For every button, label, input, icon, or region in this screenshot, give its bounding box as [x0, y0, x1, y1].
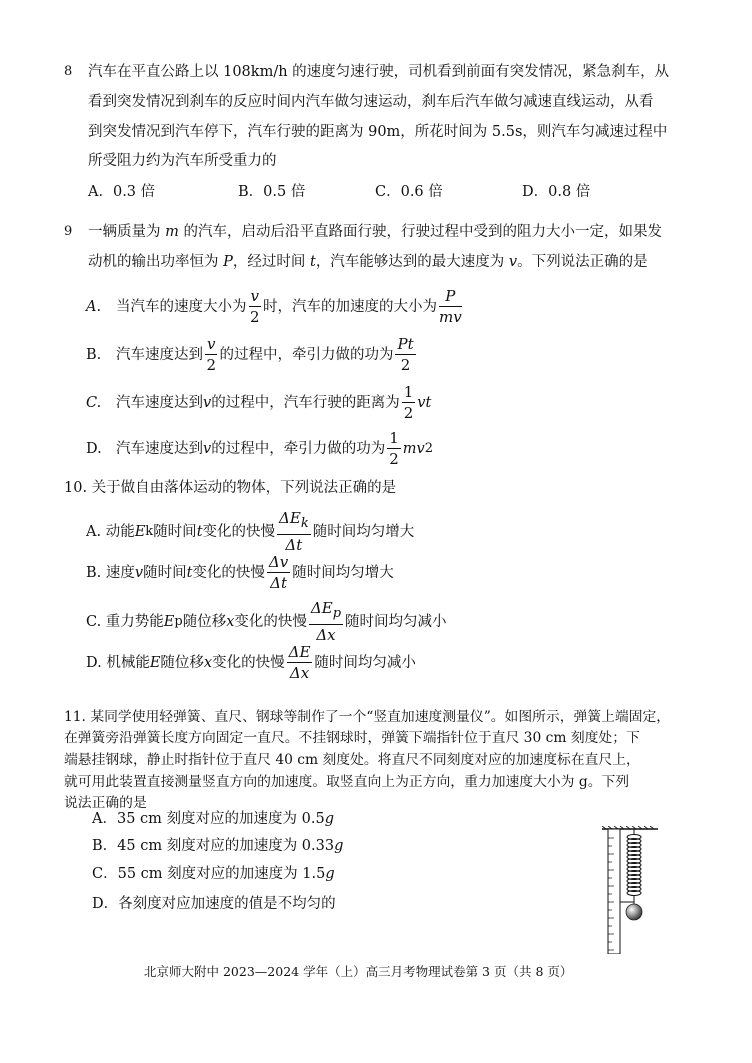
- q8-line-4: 所受阻力约为汽车所受重力的: [88, 153, 277, 169]
- q9-option-b: B. 汽车速度达到 $\frac{v}{2}$ 的过程中，牵引力做的功为 $\frac{Pt}{2}$: [86, 335, 414, 374]
- q11-option-c: C．55 cm 刻度对应的加速度为 1.5g: [92, 866, 335, 882]
- q9-line-1: 一辆质量为 m 的汽车，启动后沿平直路面行驶，行驶过程中受到的阻力大小一定，如果发: [88, 224, 662, 240]
- q8-line-3: 到突发情况到汽车停下，汽车行驶的距离为 90m，所花时间为 5.5s，则汽车匀减速过程中: [88, 124, 668, 140]
- q8-line-1: 汽车在平直公路上以 108km/h 的速度匀速行驶，司机看到前面有突发情况，紧急刹车，从: [88, 64, 670, 80]
- q8-option-c: C．0.6 倍: [375, 184, 443, 200]
- q9-line-2: 动机的输出功率恒为 P，经过时间 t，汽车能够达到的最大速度为 v。下列说法正确的是: [88, 254, 648, 270]
- q8-option-a: A．0.3 倍: [88, 184, 156, 200]
- q11-option-d: D．各刻度对应加速度的值是不均匀的: [92, 896, 336, 912]
- q9-option-a: A. 当汽车的速度大小为 $\frac{v}{2}$ 时，汽车的加速度的大小为 $\frac{P}{mv}$: [86, 287, 462, 326]
- q9-option-c: C. 汽车速度达到 v 的过程中，汽车行驶的距离为 $\frac{1}{2}$ vt: [86, 383, 432, 422]
- q10-option-d: D. 机械能 E 随位移 x 变化的快慢 $\frac{\Delta E}{\Delta x}$ 随时间均匀减小: [86, 643, 416, 682]
- q11-line-1: 11. 某同学使用轻弹簧、直尺、钢球等制作了一个“竖直加速度测量仪”。如图所示，弹簧上端固定，: [64, 709, 671, 725]
- q11-line-3: 端悬挂钢球，静止时指针位于直尺 40 cm 刻度处。将直尺不同刻度对应的加速度标在直尺上，: [64, 752, 640, 768]
- q8-option-d: D．0.8 倍: [522, 184, 591, 200]
- q11-option-a: A．35 cm 刻度对应的加速度为 0.5g: [92, 811, 334, 827]
- q9-number: 9: [64, 224, 73, 239]
- q8-line-2: 看到突发情况到刹车的反应时间内汽车做匀速运动，刹车后汽车做匀减速直线运动，从看: [88, 94, 654, 110]
- page-footer: 北京师大附中 2023—2024 学年（上）高三月考物理试卷第 3 页（共 8 页）: [144, 964, 573, 979]
- q11-line-2: 在弹簧旁沿弹簧长度方向固定一直尺。不挂钢球时，弹簧下端指针位于直尺 30 cm 刻度处；下: [64, 730, 640, 746]
- q10-stem: 10. 关于做自由落体运动的物体，下列说法正确的是: [64, 480, 397, 496]
- q9-option-d: D. 汽车速度达到 v 的过程中，牵引力做的功为 $\frac{1}{2}$ mv 2: [86, 429, 433, 468]
- q11-option-b: B．45 cm 刻度对应的加速度为 0.33g: [92, 838, 344, 854]
- q8-number: 8: [64, 64, 73, 79]
- q10-option-c: C. 重力势能 E p 随位移 x 变化的快慢 $\frac{\Delta E_p}{\Delta x}$ 随时间均匀减小: [86, 599, 447, 644]
- q11-line-5: 说法正确的是: [64, 795, 147, 811]
- q10-option-b: B. 速度 v 随时间 t 变化的快慢 $\frac{\Delta v}{\Delta t}$ 随时间均匀增大: [86, 553, 394, 592]
- q8-option-b: B．0.5 倍: [238, 184, 306, 200]
- q11-line-4: 就可用此装置直接测量竖直方向的加速度。取竖直向上为正方向，重力加速度大小为 g。下列: [64, 774, 630, 790]
- q10-option-a: A. 动能 E k 随时间 t 变化的快慢 $\frac{\Delta E_k}{\Delta t}$ 随时间均匀增大: [86, 509, 415, 554]
- spring-ruler-figure: [600, 826, 660, 954]
